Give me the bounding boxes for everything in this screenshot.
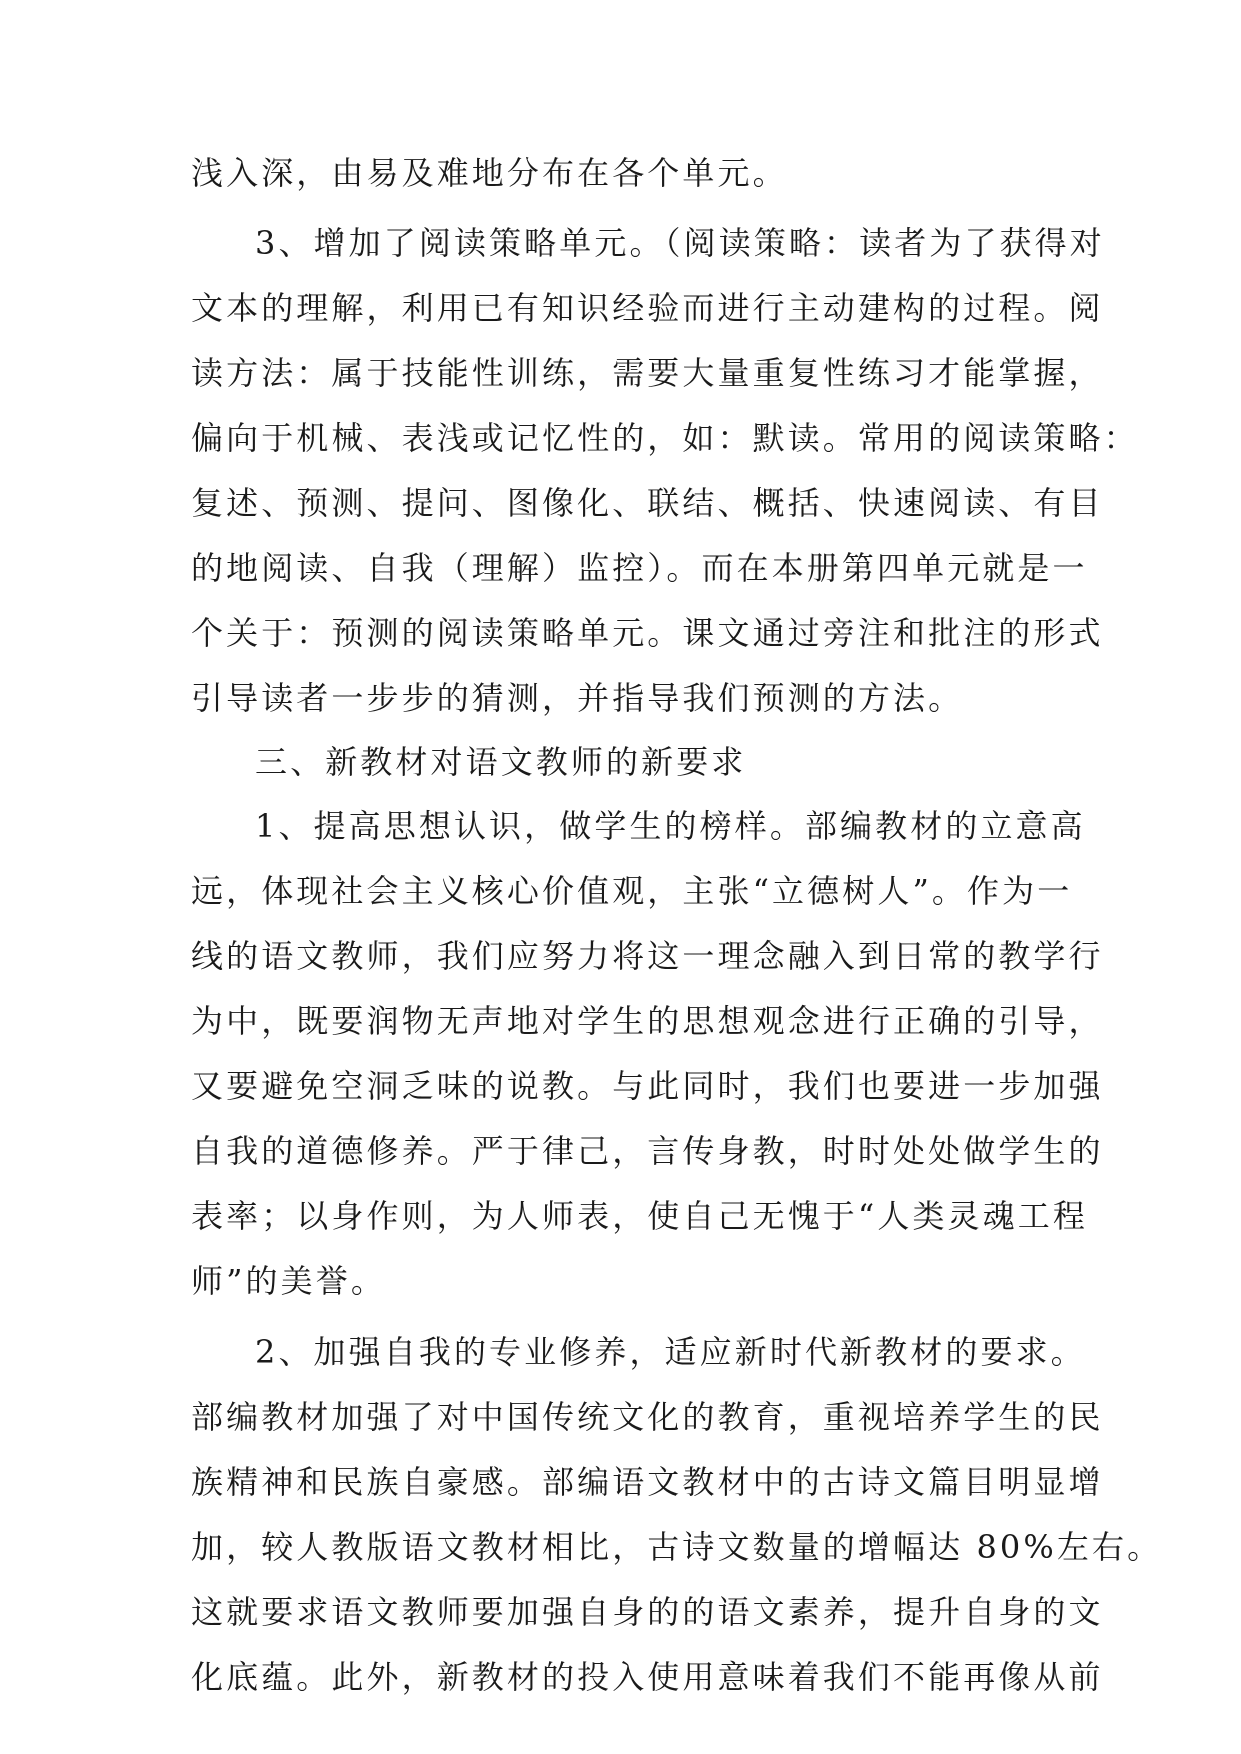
text-line: 的地阅读、自我（理解）监控）。而在本册第四单元就是一: [191, 549, 1088, 587]
text-line: 为中，既要润物无声地对学生的思想观念进行正确的引导，: [191, 1002, 1104, 1040]
text-line: 复述、预测、提问、图像化、联结、概括、快速阅读、有目: [191, 484, 1104, 522]
text-line: 文本的理解，利用已有知识经验而进行主动建构的过程。阅: [191, 289, 1104, 327]
text-line: 个关于：预测的阅读策略单元。课文通过旁注和批注的形式: [191, 614, 1104, 652]
text-line: 族精神和民族自豪感。部编语文教材中的古诗文篇目明显增: [191, 1463, 1104, 1501]
text-line: 加，较人教版语文教材相比，古诗文数量的增幅达 80%左右。: [191, 1528, 1163, 1566]
text-line: 1、提高思想认识，做学生的榜样。部编教材的立意高: [255, 807, 1086, 845]
text-line: 偏向于机械、表浅或记忆性的，如：默读。常用的阅读策略：: [191, 419, 1139, 457]
text-line: 2、加强自我的专业修养，适应新时代新教材的要求。: [255, 1333, 1086, 1371]
text-line: 远，体现社会主义核心价值观，主张“立德树人”。作为一: [191, 872, 1073, 910]
text-line: 化底蕴。此外，新教材的投入使用意味着我们不能再像从前: [191, 1658, 1104, 1696]
text-line: 3、增加了阅读策略单元。（阅读策略：读者为了获得对: [255, 224, 1105, 262]
text-line: 浅入深，由易及难地分布在各个单元。: [191, 154, 788, 192]
text-line: 读方法：属于技能性训练，需要大量重复性练习才能掌握，: [191, 354, 1104, 392]
text-line: 又要避免空洞乏味的说教。与此同时，我们也要进一步加强: [191, 1067, 1104, 1105]
text-line: 引导读者一步步的猜测，并指导我们预测的方法。: [191, 679, 964, 717]
text-line: 线的语文教师，我们应努力将这一理念融入到日常的教学行: [191, 937, 1104, 975]
text-line: 自我的道德修养。严于律己，言传身教，时时处处做学生的: [191, 1132, 1104, 1170]
section-heading: 三、新教材对语文教师的新要求: [255, 743, 747, 781]
text-line: 表率；以身作则，为人师表，使自己无愧于“人类灵魂工程: [191, 1197, 1088, 1235]
text-line: 这就要求语文教师要加强自身的的语文素养，提升自身的文: [191, 1593, 1104, 1631]
text-line: 师”的美誉。: [191, 1262, 386, 1300]
text-line: 部编教材加强了对中国传统文化的教育，重视培养学生的民: [191, 1398, 1104, 1436]
